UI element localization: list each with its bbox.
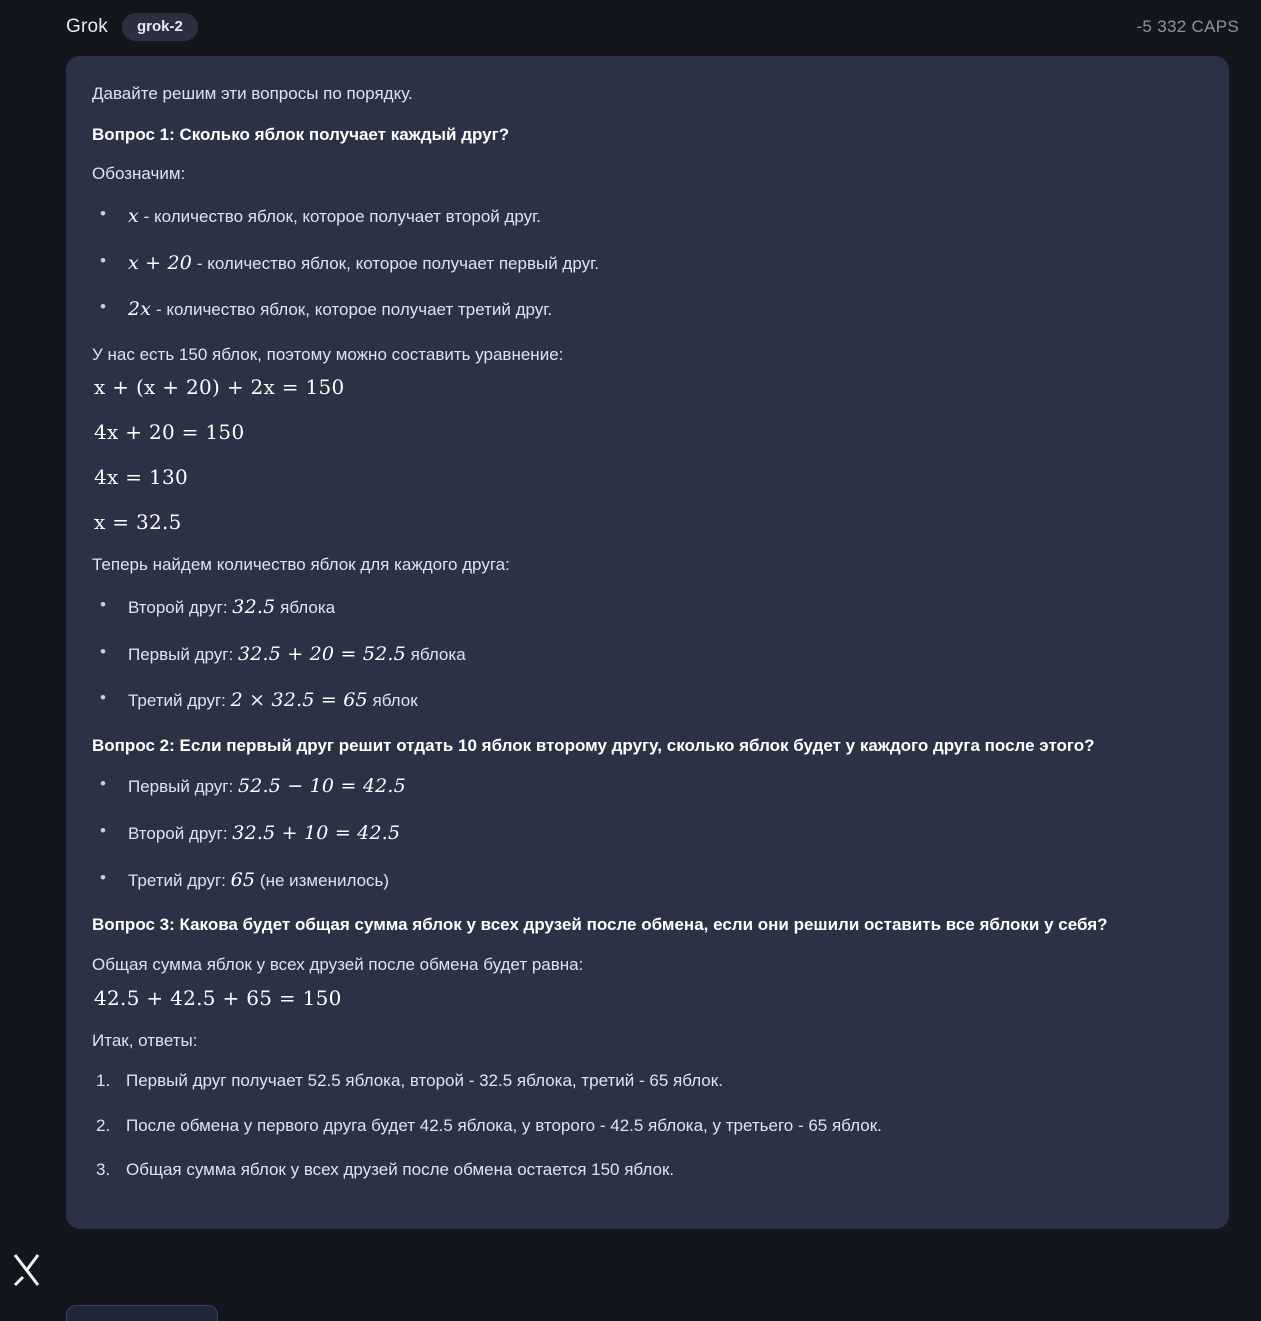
result-tail: (не изменилось) bbox=[255, 870, 390, 890]
math-expression: x bbox=[128, 205, 139, 228]
answers-lead: Итак, ответы: bbox=[92, 1030, 198, 1050]
list-item bbox=[92, 687, 1201, 715]
math-expression: x + 20 bbox=[128, 251, 193, 274]
list-item bbox=[92, 773, 1201, 801]
result-label: Второй друг: bbox=[128, 598, 233, 617]
list-item: Общая сумма яблок у всех друзей после обмена остается 150 яблок. bbox=[126, 1160, 675, 1180]
answers-list bbox=[92, 1069, 1201, 1183]
now-find-text: Теперь найдем количество яблок для каждого друга: bbox=[92, 555, 510, 575]
question-3-equation: 42.5 + 42.5 + 65 = 150 bbox=[94, 985, 342, 1010]
math-expression: 2 × 32.5 = 65 bbox=[230, 689, 368, 712]
results-list bbox=[92, 594, 1201, 715]
xai-logo-icon bbox=[12, 1253, 44, 1287]
equation-line-4: x = 32.5 bbox=[94, 510, 182, 535]
assistant-message-bubble bbox=[66, 56, 1229, 1229]
list-item bbox=[92, 594, 1201, 622]
list-item bbox=[92, 203, 1201, 231]
math-expression: 32.5 + 20 = 52.5 bbox=[237, 642, 406, 665]
denote-list bbox=[92, 203, 1201, 324]
question-1-title: Вопрос 1: Сколько яблок получает каждый друг? bbox=[92, 124, 510, 144]
equation-line-1: x + (x + 20) + 2x = 150 bbox=[94, 375, 345, 400]
list-item bbox=[92, 296, 1201, 324]
list-item-text: - количество яблок, которое получает третий друг. bbox=[151, 300, 553, 320]
intro-text: Давайте решим эти вопросы по порядку. bbox=[92, 84, 413, 103]
result-tail: яблока bbox=[405, 644, 466, 664]
list-item-text: - количество яблок, которое получает первый друг. bbox=[192, 253, 599, 273]
brand-label: Grok bbox=[66, 16, 108, 37]
math-expression: 32.5 bbox=[232, 596, 276, 618]
math-expression: 52.5 − 10 = 42.5 bbox=[237, 775, 406, 798]
top-bar bbox=[0, 0, 1261, 54]
math-expression: 65 bbox=[230, 868, 256, 891]
math-expression: 2x bbox=[128, 298, 152, 321]
result-label: Первый друг: bbox=[128, 777, 238, 797]
composer-stub[interactable] bbox=[66, 1305, 218, 1321]
equation-line-2: 4x + 20 = 150 bbox=[94, 420, 245, 445]
list-item-text: - количество яблок, которое получает второй друг. bbox=[138, 207, 542, 227]
equation-lead-text: У нас есть 150 яблок, поэтому можно составить уравнение: bbox=[92, 344, 564, 364]
list-item: Первый друг получает 52.5 яблока, второй - 32.5 яблока, третий - 65 яблок. bbox=[126, 1071, 723, 1091]
list-item bbox=[92, 250, 1201, 278]
list-item bbox=[92, 641, 1201, 669]
result-label: Третий друг: bbox=[128, 691, 231, 711]
result-tail: яблок bbox=[367, 691, 418, 711]
question-2-list bbox=[92, 773, 1201, 894]
list-item bbox=[92, 867, 1201, 895]
math-expression: 32.5 + 10 = 42.5 bbox=[232, 821, 401, 844]
question-3-title: Вопрос 3: Какова будет общая сумма яблок у всех друзей после обмена, если они решили оставить все яблоки у себя? bbox=[92, 915, 1108, 935]
question-3-lead: Общая сумма яблок у всех друзей после обмена будет равна: bbox=[92, 954, 584, 974]
denote-label: Обозначим: bbox=[92, 164, 186, 184]
caps-counter: -5 332 CAPS bbox=[1136, 17, 1239, 36]
result-label: Третий друг: bbox=[128, 870, 231, 890]
result-label: Первый друг: bbox=[128, 644, 238, 664]
equation-line-3: 4x = 130 bbox=[94, 465, 189, 490]
list-item: После обмена у первого друга будет 42.5 яблока, у второго - 42.5 яблока, у третьего - 65 яблок. bbox=[126, 1115, 882, 1135]
list-item bbox=[92, 820, 1201, 848]
question-2-title: Вопрос 2: Если первый друг решит отдать 10 яблок второму другу, сколько яблок будет у каждого друга после этого? bbox=[92, 735, 1095, 755]
result-tail: яблока bbox=[275, 598, 336, 617]
model-badge[interactable]: grok-2 bbox=[122, 13, 198, 41]
result-label: Второй друг: bbox=[128, 823, 233, 843]
